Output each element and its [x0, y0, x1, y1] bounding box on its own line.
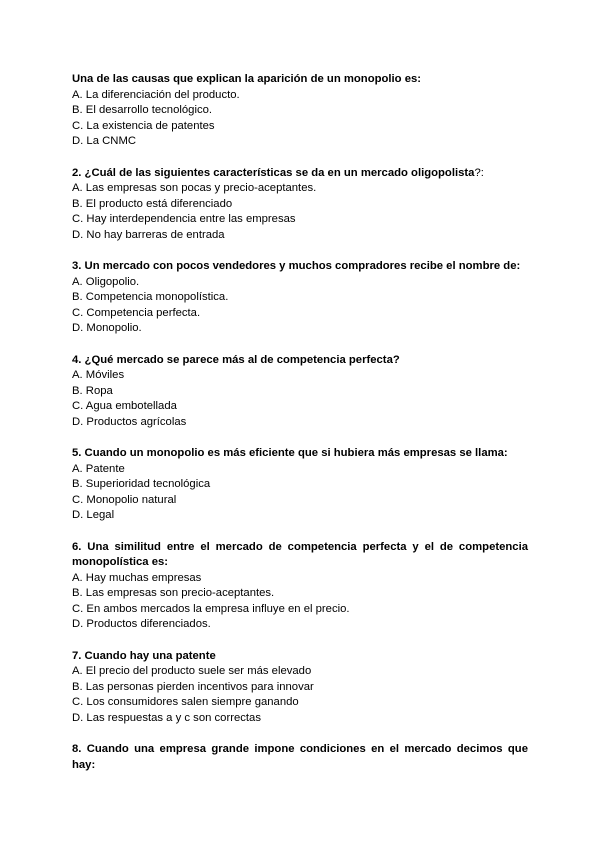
- question-6: [72, 540, 528, 633]
- answer-option-b: B. Ropa: [72, 384, 113, 397]
- answer-option-c: C. Agua embotellada: [72, 400, 177, 412]
- answer-option-a: A. Oligopolio.: [72, 275, 140, 288]
- answer-option-c: C. Hay interdependencia entre las empresas: [72, 213, 296, 225]
- answer-option-a: A. Patente: [72, 462, 125, 475]
- answer-option-b: B. Superioridad tecnológica: [72, 478, 211, 490]
- answer-option-d: D. No hay barreras de entrada: [72, 228, 225, 241]
- answer-option-a: A. Las empresas son pocas y precio-aceptantes.: [72, 182, 317, 194]
- answer-option-b: B. Las empresas son precio-aceptantes.: [72, 587, 275, 599]
- answer-option-d: D. Monopolio.: [72, 322, 142, 334]
- answer-option-b: B. El producto está diferenciado: [72, 197, 233, 210]
- question-3: [72, 259, 528, 337]
- question-title: 2. ¿Cuál de las siguientes características se da en un mercado oligopolista?:: [72, 166, 484, 179]
- answer-option-b: B. Competencia monopolística.: [72, 291, 229, 303]
- answer-option-d: D. Las respuestas a y c son correctas: [72, 711, 261, 724]
- answer-option-d: D. Productos agrícolas: [72, 415, 187, 428]
- question-5: [72, 446, 528, 524]
- answer-option-a: A. El precio del producto suele ser más elevado: [72, 665, 312, 677]
- answer-option-d: D. La CNMC: [72, 135, 137, 147]
- question-title: 5. Cuando un monopolio es más eficiente que si hubiera más empresas se llama:: [72, 447, 508, 459]
- question-title: 7. Cuando hay una patente: [72, 649, 216, 662]
- question-4: [72, 353, 528, 431]
- question-title: 6. Una similitud entre el mercado de competencia perfecta y el de competencia monopolística es:: [72, 540, 528, 568]
- question-title: 4. ¿Qué mercado se parece más al de competencia perfecta?: [72, 353, 400, 366]
- answer-option-c: C. Los consumidores salen siempre ganando: [72, 696, 299, 708]
- question-1: [72, 72, 528, 150]
- question-2: [72, 166, 528, 244]
- answer-option-d: D. Legal: [72, 509, 115, 521]
- question-7: [72, 649, 528, 727]
- document-page: [72, 72, 528, 789]
- question-title: 3. Un mercado con pocos vendedores y muchos compradores recibe el nombre de:: [72, 260, 521, 272]
- answer-option-c: C. Monopolio natural: [72, 493, 177, 506]
- answer-option-b: B. El desarrollo tecnológico.: [72, 104, 213, 116]
- answer-option-d: D. Productos diferenciados.: [72, 618, 211, 630]
- question-title: Una de las causas que explican la aparición de un monopolio es:: [72, 73, 422, 85]
- question-title: 8. Cuando una empresa grande impone condiciones en el mercado decimos que hay:: [72, 743, 528, 771]
- answer-option-c: C. Competencia perfecta.: [72, 306, 201, 319]
- answer-option-a: A. Hay muchas empresas: [72, 571, 202, 584]
- answer-option-c: C. En ambos mercados la empresa influye en el precio.: [72, 602, 350, 615]
- answer-option-a: A. Móviles: [72, 369, 125, 381]
- answer-option-c: C. La existencia de patentes: [72, 119, 215, 132]
- answer-option-b: B. Las personas pierden incentivos para innovar: [72, 680, 314, 693]
- question-8: [72, 742, 528, 773]
- answer-option-a: A. La diferenciación del producto.: [72, 88, 240, 101]
